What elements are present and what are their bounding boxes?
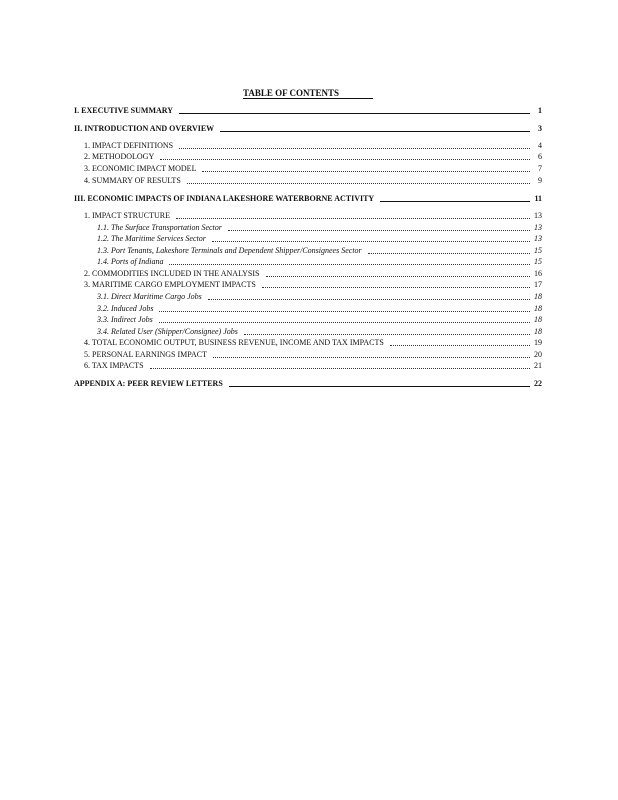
dot-leader <box>244 333 530 335</box>
toc-page-number: 18 <box>534 315 542 324</box>
dot-leader <box>159 321 530 323</box>
toc-page-number: 18 <box>534 327 542 336</box>
dot-leader <box>212 240 530 242</box>
toc-entry-label: 3. MARITIME CARGO EMPLOYMENT IMPACTS <box>84 280 256 289</box>
toc-entry-personal-earnings[interactable] <box>84 349 542 360</box>
toc-page-number: 7 <box>538 164 542 173</box>
toc-entry-label: 1. IMPACT DEFINITIONS <box>84 141 174 150</box>
dot-leader <box>220 130 530 132</box>
toc-entry-related-user-jobs[interactable] <box>97 326 542 337</box>
toc-entry-port-tenants[interactable] <box>97 245 542 256</box>
toc-page-number: 16 <box>534 269 542 278</box>
toc-entry-label: 3.3. Indirect Jobs <box>97 315 153 324</box>
toc-entry-commodities[interactable] <box>84 268 542 279</box>
toc-entry-economic-impacts[interactable] <box>74 193 542 204</box>
toc-entry-label: 4. TOTAL ECONOMIC OUTPUT, BUSINESS REVENUE, INCOME AND TAX IMPACTS <box>84 338 384 347</box>
toc-page-number: 21 <box>534 361 542 370</box>
toc-entry-total-economic-output[interactable] <box>84 337 542 348</box>
dot-leader <box>229 385 530 387</box>
toc-page-number: 22 <box>534 379 542 388</box>
toc-entry-executive-summary[interactable] <box>74 105 542 116</box>
toc-page-number: 15 <box>534 257 542 266</box>
toc-page-number: 6 <box>538 152 542 161</box>
dot-leader <box>368 252 530 254</box>
toc-entry-direct-jobs[interactable] <box>97 291 542 302</box>
dot-leader <box>176 217 530 219</box>
dot-leader <box>150 367 530 369</box>
dot-leader <box>187 182 530 184</box>
toc-entry-ports-of-indiana[interactable] <box>97 256 542 267</box>
dot-leader <box>213 356 530 358</box>
toc-entry-label: 1.4. Ports of Indiana <box>97 257 164 266</box>
toc-page-number: 11 <box>534 194 542 203</box>
toc-entry-summary-of-results[interactable] <box>84 175 542 186</box>
toc-page-number: 13 <box>534 234 542 243</box>
toc-page-number: 1 <box>538 106 542 115</box>
toc-page-number: 20 <box>534 350 542 359</box>
toc-entry-label: 6. TAX IMPACTS <box>84 361 144 370</box>
toc-entry-label: 1.2. The Maritime Services Sector <box>97 234 206 243</box>
dot-leader <box>262 286 530 288</box>
dot-leader <box>202 170 530 172</box>
toc-page-number: 15 <box>534 246 542 255</box>
dot-leader <box>179 112 530 114</box>
toc-entry-label: APPENDIX A: PEER REVIEW LETTERS <box>74 379 223 388</box>
toc-page-number: 3 <box>538 124 542 133</box>
toc-entry-maritime-cargo-employment[interactable] <box>84 279 542 290</box>
toc-entry-label: 1.1. The Surface Transportation Sector <box>97 223 222 232</box>
toc-page-number: 4 <box>538 141 542 150</box>
toc-entry-impact-definitions[interactable] <box>84 140 542 151</box>
dot-leader <box>159 310 530 312</box>
toc-entry-impact-structure[interactable] <box>84 210 542 221</box>
toc-entry-label: 5. PERSONAL EARNINGS IMPACT <box>84 350 207 359</box>
toc-entry-maritime-services[interactable] <box>97 233 542 244</box>
toc-page-number: 17 <box>534 280 542 289</box>
dot-leader <box>266 275 531 277</box>
toc-page-number: 13 <box>534 223 542 232</box>
page-title: TABLE OF CONTENTS <box>243 88 373 99</box>
toc-entry-surface-transportation[interactable] <box>97 222 542 233</box>
toc-page-number: 13 <box>534 211 542 220</box>
toc-entry-label: 1. IMPACT STRUCTURE <box>84 211 171 220</box>
toc-entry-label: I. EXECUTIVE SUMMARY <box>74 106 174 115</box>
toc-entry-introduction[interactable] <box>74 123 542 134</box>
toc-page-number: 19 <box>534 338 542 347</box>
toc-entry-label: 2. METHODOLOGY <box>84 152 155 161</box>
dot-leader <box>380 200 530 202</box>
dot-leader <box>208 298 530 300</box>
dot-leader <box>179 147 530 149</box>
toc-entry-label: III. ECONOMIC IMPACTS OF INDIANA LAKESHORE WATERBORNE ACTIVITY <box>74 194 375 203</box>
toc-entry-label: 3.4. Related User (Shipper/Consignee) Jobs <box>97 327 238 336</box>
dot-leader <box>169 263 530 265</box>
toc-entry-label: 4. SUMMARY OF RESULTS <box>84 176 181 185</box>
toc-entry-label: II. INTRODUCTION AND OVERVIEW <box>74 124 215 133</box>
toc-entry-tax-impacts[interactable] <box>84 360 542 371</box>
toc-entry-appendix-a[interactable] <box>74 378 542 389</box>
dot-leader <box>228 229 530 231</box>
dot-leader <box>160 158 530 160</box>
toc-entry-methodology[interactable] <box>84 151 542 162</box>
toc-page-number: 18 <box>534 304 542 313</box>
toc-entry-label: 3.2. Induced Jobs <box>97 304 154 313</box>
toc-entry-label: 1.3. Port Tenants, Lakeshore Terminals and Dependent Shipper/Consignees Sector <box>97 246 362 255</box>
toc-entry-label: 3. ECONOMIC IMPACT MODEL <box>84 164 197 173</box>
toc-entry-label: 3.1. Direct Maritime Cargo Jobs <box>97 292 202 301</box>
toc-page-number: 18 <box>534 292 542 301</box>
toc-page-number: 9 <box>538 176 542 185</box>
toc-entry-induced-jobs[interactable] <box>97 303 542 314</box>
toc-entry-label: 2. COMMODITIES INCLUDED IN THE ANALYSIS <box>84 269 260 278</box>
toc-entry-economic-impact-model[interactable] <box>84 163 542 174</box>
dot-leader <box>390 344 530 346</box>
toc-entry-indirect-jobs[interactable] <box>97 314 542 325</box>
